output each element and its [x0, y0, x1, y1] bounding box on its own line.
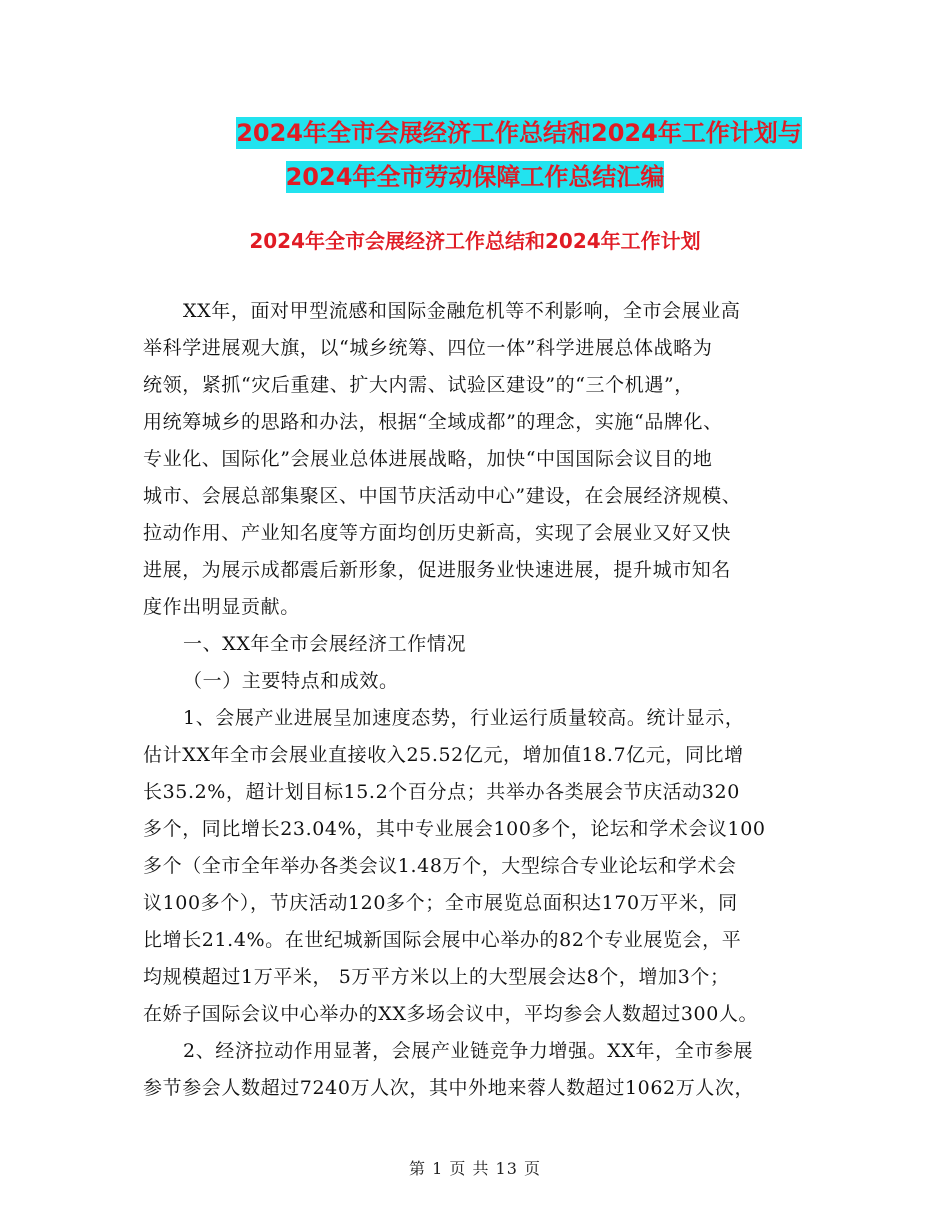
- paragraph-line: 多个，同比增长23.04%，其中专业展会100多个，论坛和学术会议100: [143, 818, 766, 840]
- paragraph-line: 参节参会人数超过7240万人次，其中外地来蓉人数超过1062万人次，: [143, 1077, 755, 1099]
- paragraph-line: 进展，为展示成都震后新形象，促进服务业快速进展，提升城市知名: [143, 559, 732, 581]
- paragraph-line: 均规模超过1万平米， 5万平方米以上的大型展会达8个，增加3个；: [143, 966, 730, 988]
- paragraph-line: 在娇子国际会议中心举办的XX多场会议中，平均参会人数超过300人。: [143, 1003, 759, 1025]
- page-footer: 第 1 页 共 13 页: [409, 1159, 541, 1178]
- paragraph-line: 多个（全市全年举办各类会议1.48万个，大型综合专业论坛和学术会: [143, 855, 737, 877]
- paragraph-line: 度作出明显贡献。: [143, 596, 300, 618]
- paragraph-line: 举科学进展观大旗，以“城乡统筹、四位一体”科学进展总体战略为: [143, 337, 713, 359]
- paragraph-line: 拉动作用、产业知名度等方面均创历史新高，实现了会展业又好又快: [143, 522, 732, 544]
- paragraph-line: 议100多个），节庆活动120多个；全市展览总面积达170万平米，同: [143, 892, 738, 914]
- paragraph-line: 比增长21.4%。在世纪城新国际会展中心举办的82个专业展览会，平: [143, 929, 742, 951]
- section-title: 2024年全市会展经济工作总结和2024年工作计划: [249, 229, 701, 253]
- section-heading: 一、XX年全市会展经济工作情况: [183, 633, 467, 655]
- body-text: [143, 293, 813, 1107]
- paragraph-line: 2、经济拉动作用显著，会展产业链竞争力增强。XX年，全市参展: [183, 1040, 754, 1062]
- paragraph-line: 专业化、国际化”会展业总体进展战略，加快“中国国际会议目的地: [143, 448, 713, 470]
- document-title-line-2: 2024年全市劳动保障工作总结汇编: [285, 163, 665, 191]
- paragraph-line: 统领，紧抓“灾后重建、扩大内需、试验区建设”的“三个机遇”，: [143, 374, 694, 396]
- paragraph-line: XX年，面对甲型流感和国际金融危机等不利影响，全市会展业高: [183, 300, 741, 322]
- paragraph-line: 用统筹城乡的思路和办法，根据“全域成都”的理念，实施“品牌化、: [143, 411, 723, 433]
- paragraph-line: 城市、会展总部集聚区、中国节庆活动中心”建设，在会展经济规模、: [143, 485, 742, 507]
- paragraph-line: 估计XX年全市会展业直接收入25.52亿元，增加值18.7亿元，同比增: [143, 744, 744, 766]
- document-title-line-1: 2024年全市会展经济工作总结和2024年工作计划与: [236, 119, 802, 147]
- paragraph-line: 长35.2%，超计划目标15.2个百分点；共举办各类展会节庆活动320: [143, 781, 740, 803]
- paragraph-line: 1、会展产业进展呈加速度态势，行业运行质量较高。统计显示，: [183, 707, 745, 729]
- subsection-heading: （一）主要特点和成效。: [183, 670, 399, 692]
